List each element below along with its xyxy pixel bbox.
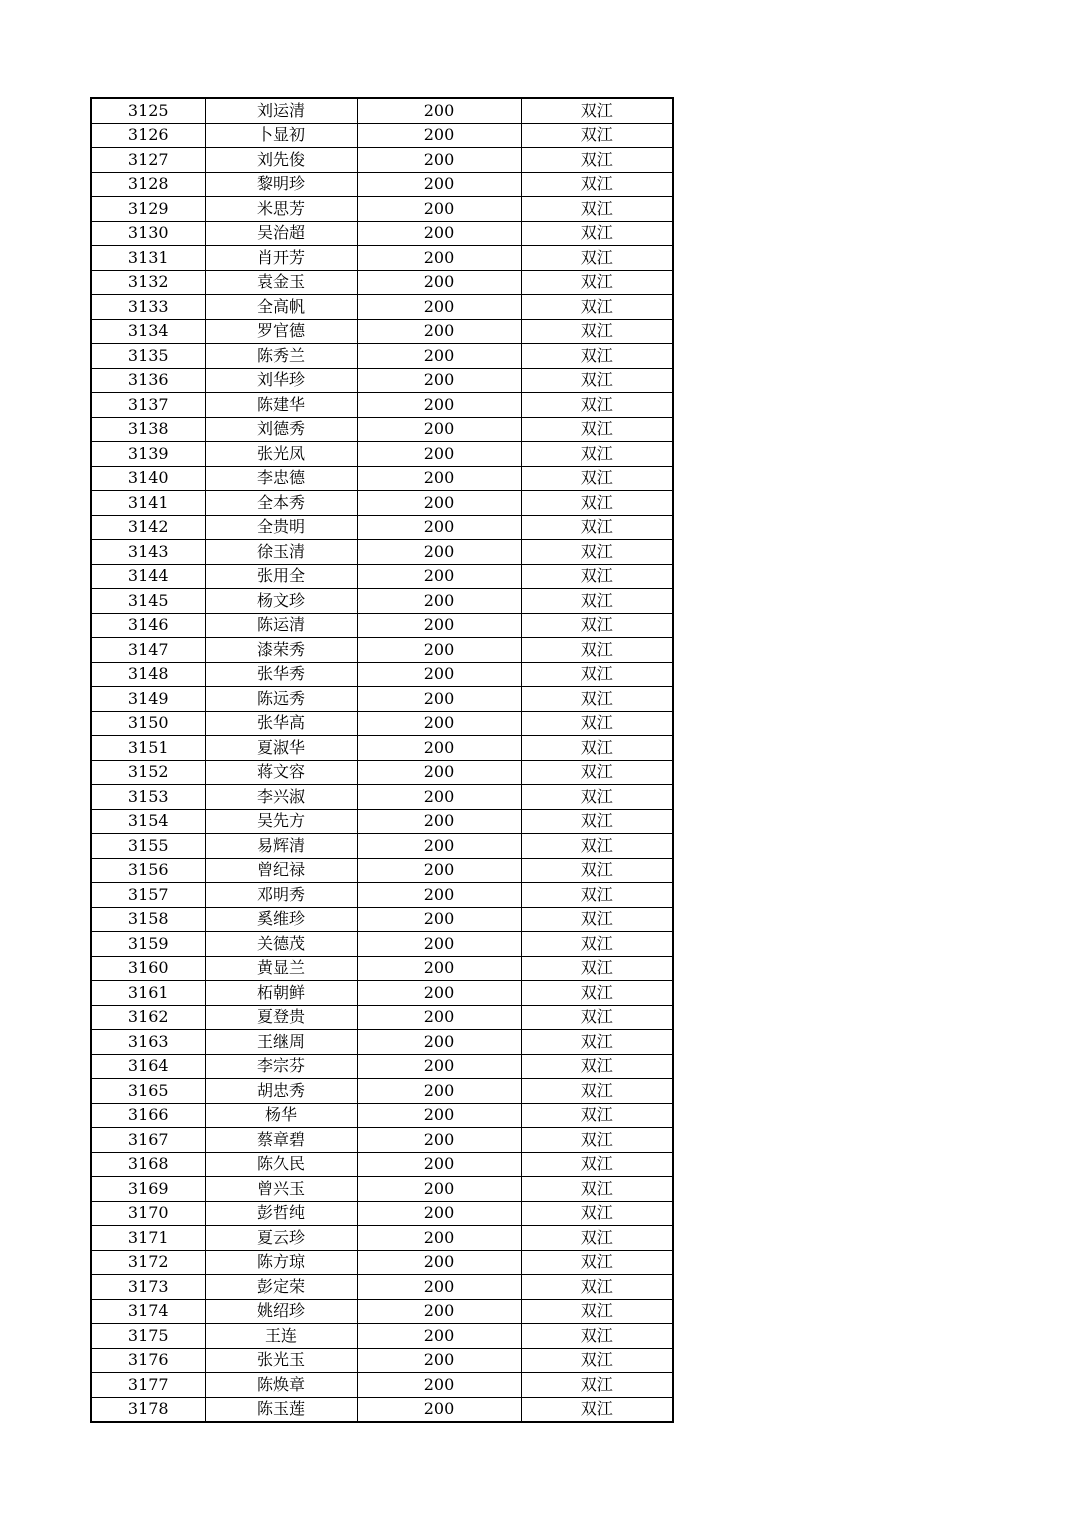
cell-number: 3134 <box>91 319 205 344</box>
cell-number: 3153 <box>91 785 205 810</box>
cell-number: 3161 <box>91 981 205 1006</box>
cell-amount: 200 <box>357 1275 521 1300</box>
cell-place: 双江 <box>521 1103 673 1128</box>
table-row <box>91 1054 673 1079</box>
cell-name: 杨华 <box>205 1103 357 1128</box>
cell-place: 双江 <box>521 736 673 761</box>
table-row <box>91 319 673 344</box>
cell-amount: 200 <box>357 1397 521 1422</box>
cell-name: 曾兴玉 <box>205 1177 357 1202</box>
cell-amount: 200 <box>357 172 521 197</box>
cell-place: 双江 <box>521 662 673 687</box>
cell-number: 3162 <box>91 1005 205 1030</box>
cell-amount: 200 <box>357 1250 521 1275</box>
table-row <box>91 466 673 491</box>
cell-amount: 200 <box>357 589 521 614</box>
cell-place: 双江 <box>521 1152 673 1177</box>
cell-name: 姚绍珍 <box>205 1299 357 1324</box>
cell-name: 王继周 <box>205 1030 357 1055</box>
cell-amount: 200 <box>357 319 521 344</box>
table-row <box>91 1201 673 1226</box>
cell-amount: 200 <box>357 1054 521 1079</box>
cell-number: 3138 <box>91 417 205 442</box>
cell-name: 刘运清 <box>205 98 357 123</box>
cell-number: 3156 <box>91 858 205 883</box>
cell-place: 双江 <box>521 197 673 222</box>
cell-name: 易辉清 <box>205 834 357 859</box>
table-row <box>91 564 673 589</box>
cell-amount: 200 <box>357 246 521 271</box>
table-row <box>91 736 673 761</box>
cell-place: 双江 <box>521 981 673 1006</box>
cell-place: 双江 <box>521 246 673 271</box>
cell-place: 双江 <box>521 515 673 540</box>
cell-amount: 200 <box>357 1299 521 1324</box>
table-row <box>91 1103 673 1128</box>
cell-place: 双江 <box>521 319 673 344</box>
cell-place: 双江 <box>521 834 673 859</box>
cell-name: 全高帆 <box>205 295 357 320</box>
table-row <box>91 1324 673 1349</box>
cell-number: 3157 <box>91 883 205 908</box>
cell-place: 双江 <box>521 1275 673 1300</box>
table-row <box>91 858 673 883</box>
cell-place: 双江 <box>521 295 673 320</box>
cell-name: 陈方琼 <box>205 1250 357 1275</box>
cell-number: 3151 <box>91 736 205 761</box>
table-row <box>91 197 673 222</box>
cell-amount: 200 <box>357 466 521 491</box>
table-row <box>91 1348 673 1373</box>
cell-place: 双江 <box>521 1079 673 1104</box>
cell-place: 双江 <box>521 270 673 295</box>
table-row <box>91 540 673 565</box>
cell-number: 3149 <box>91 687 205 712</box>
cell-amount: 200 <box>357 123 521 148</box>
cell-place: 双江 <box>521 1005 673 1030</box>
cell-number: 3168 <box>91 1152 205 1177</box>
cell-number: 3146 <box>91 613 205 638</box>
cell-name: 王连 <box>205 1324 357 1349</box>
table-row <box>91 344 673 369</box>
cell-amount: 200 <box>357 1005 521 1030</box>
table-row <box>91 1373 673 1398</box>
table-row <box>91 491 673 516</box>
cell-number: 3165 <box>91 1079 205 1104</box>
cell-number: 3148 <box>91 662 205 687</box>
table-row <box>91 1250 673 1275</box>
cell-number: 3147 <box>91 638 205 663</box>
table-row <box>91 221 673 246</box>
table-row <box>91 172 673 197</box>
table-row <box>91 613 673 638</box>
cell-place: 双江 <box>521 1397 673 1422</box>
cell-number: 3176 <box>91 1348 205 1373</box>
cell-place: 双江 <box>521 589 673 614</box>
cell-amount: 200 <box>357 858 521 883</box>
cell-place: 双江 <box>521 1054 673 1079</box>
cell-name: 夏云珍 <box>205 1226 357 1251</box>
cell-amount: 200 <box>357 368 521 393</box>
cell-amount: 200 <box>357 1324 521 1349</box>
cell-amount: 200 <box>357 197 521 222</box>
cell-number: 3133 <box>91 295 205 320</box>
table-row <box>91 1030 673 1055</box>
cell-place: 双江 <box>521 932 673 957</box>
roster-table <box>90 97 674 1423</box>
cell-amount: 200 <box>357 613 521 638</box>
cell-place: 双江 <box>521 98 673 123</box>
table-row <box>91 393 673 418</box>
cell-place: 双江 <box>521 638 673 663</box>
cell-amount: 200 <box>357 1079 521 1104</box>
table-row <box>91 907 673 932</box>
cell-number: 3171 <box>91 1226 205 1251</box>
cell-amount: 200 <box>357 711 521 736</box>
table-row <box>91 834 673 859</box>
cell-number: 3158 <box>91 907 205 932</box>
cell-place: 双江 <box>521 1177 673 1202</box>
cell-place: 双江 <box>521 1226 673 1251</box>
cell-name: 陈玉莲 <box>205 1397 357 1422</box>
cell-place: 双江 <box>521 368 673 393</box>
cell-amount: 200 <box>357 662 521 687</box>
cell-name: 夏淑华 <box>205 736 357 761</box>
cell-amount: 200 <box>357 1103 521 1128</box>
table-row <box>91 123 673 148</box>
cell-amount: 200 <box>357 834 521 859</box>
cell-number: 3177 <box>91 1373 205 1398</box>
cell-number: 3137 <box>91 393 205 418</box>
table-row <box>91 687 673 712</box>
cell-number: 3132 <box>91 270 205 295</box>
cell-amount: 200 <box>357 907 521 932</box>
cell-place: 双江 <box>521 466 673 491</box>
cell-name: 杨文珍 <box>205 589 357 614</box>
cell-number: 3135 <box>91 344 205 369</box>
table-row <box>91 270 673 295</box>
cell-place: 双江 <box>521 393 673 418</box>
cell-name: 陈焕章 <box>205 1373 357 1398</box>
cell-name: 刘先俊 <box>205 148 357 173</box>
cell-place: 双江 <box>521 564 673 589</box>
cell-place: 双江 <box>521 221 673 246</box>
cell-name: 李忠德 <box>205 466 357 491</box>
cell-place: 双江 <box>521 687 673 712</box>
cell-number: 3127 <box>91 148 205 173</box>
table-row <box>91 246 673 271</box>
cell-name: 全贵明 <box>205 515 357 540</box>
cell-place: 双江 <box>521 907 673 932</box>
cell-number: 3130 <box>91 221 205 246</box>
table-row <box>91 1128 673 1153</box>
cell-amount: 200 <box>357 809 521 834</box>
cell-name: 胡忠秀 <box>205 1079 357 1104</box>
cell-name: 邓明秀 <box>205 883 357 908</box>
cell-number: 3150 <box>91 711 205 736</box>
cell-number: 3172 <box>91 1250 205 1275</box>
cell-name: 陈远秀 <box>205 687 357 712</box>
cell-number: 3152 <box>91 760 205 785</box>
table-row <box>91 932 673 957</box>
cell-amount: 200 <box>357 760 521 785</box>
cell-amount: 200 <box>357 1348 521 1373</box>
cell-name: 曾纪禄 <box>205 858 357 883</box>
cell-place: 双江 <box>521 760 673 785</box>
cell-name: 陈运清 <box>205 613 357 638</box>
cell-place: 双江 <box>521 1128 673 1153</box>
cell-name: 吴先方 <box>205 809 357 834</box>
cell-amount: 200 <box>357 638 521 663</box>
cell-name: 黎明珍 <box>205 172 357 197</box>
cell-name: 米思芳 <box>205 197 357 222</box>
cell-number: 3129 <box>91 197 205 222</box>
cell-number: 3126 <box>91 123 205 148</box>
cell-place: 双江 <box>521 613 673 638</box>
cell-name: 张华秀 <box>205 662 357 687</box>
cell-number: 3131 <box>91 246 205 271</box>
cell-name: 蒋文容 <box>205 760 357 785</box>
cell-number: 3144 <box>91 564 205 589</box>
cell-amount: 200 <box>357 221 521 246</box>
cell-name: 陈久民 <box>205 1152 357 1177</box>
cell-name: 夏登贵 <box>205 1005 357 1030</box>
cell-amount: 200 <box>357 515 521 540</box>
cell-amount: 200 <box>357 687 521 712</box>
cell-amount: 200 <box>357 1128 521 1153</box>
cell-place: 双江 <box>521 442 673 467</box>
cell-name: 刘华珍 <box>205 368 357 393</box>
cell-name: 李兴淑 <box>205 785 357 810</box>
cell-amount: 200 <box>357 442 521 467</box>
cell-place: 双江 <box>521 1373 673 1398</box>
cell-amount: 200 <box>357 393 521 418</box>
cell-amount: 200 <box>357 564 521 589</box>
cell-number: 3174 <box>91 1299 205 1324</box>
cell-number: 3170 <box>91 1201 205 1226</box>
table-row <box>91 368 673 393</box>
table-row <box>91 295 673 320</box>
cell-place: 双江 <box>521 123 673 148</box>
cell-name: 陈建华 <box>205 393 357 418</box>
cell-amount: 200 <box>357 736 521 761</box>
table-row <box>91 662 673 687</box>
cell-amount: 200 <box>357 295 521 320</box>
cell-number: 3160 <box>91 956 205 981</box>
table-row <box>91 1275 673 1300</box>
cell-place: 双江 <box>521 711 673 736</box>
cell-number: 3128 <box>91 172 205 197</box>
cell-amount: 200 <box>357 1152 521 1177</box>
cell-place: 双江 <box>521 956 673 981</box>
cell-name: 关德茂 <box>205 932 357 957</box>
cell-name: 张光凤 <box>205 442 357 467</box>
cell-place: 双江 <box>521 491 673 516</box>
table-row <box>91 98 673 123</box>
cell-number: 3173 <box>91 1275 205 1300</box>
cell-place: 双江 <box>521 148 673 173</box>
cell-amount: 200 <box>357 883 521 908</box>
table-row <box>91 711 673 736</box>
cell-name: 袁金玉 <box>205 270 357 295</box>
cell-place: 双江 <box>521 1324 673 1349</box>
cell-amount: 200 <box>357 98 521 123</box>
table-row <box>91 417 673 442</box>
cell-amount: 200 <box>357 540 521 565</box>
table-row <box>91 515 673 540</box>
cell-name: 彭哲纯 <box>205 1201 357 1226</box>
cell-amount: 200 <box>357 344 521 369</box>
cell-place: 双江 <box>521 1030 673 1055</box>
table-row <box>91 1299 673 1324</box>
table-row <box>91 1152 673 1177</box>
cell-place: 双江 <box>521 809 673 834</box>
cell-number: 3125 <box>91 98 205 123</box>
table-row <box>91 1226 673 1251</box>
cell-place: 双江 <box>521 172 673 197</box>
cell-name: 徐玉清 <box>205 540 357 565</box>
cell-amount: 200 <box>357 1226 521 1251</box>
cell-number: 3155 <box>91 834 205 859</box>
table-row <box>91 785 673 810</box>
cell-name: 蔡章碧 <box>205 1128 357 1153</box>
table-row <box>91 760 673 785</box>
cell-number: 3166 <box>91 1103 205 1128</box>
cell-number: 3178 <box>91 1397 205 1422</box>
table-row <box>91 1079 673 1104</box>
table-row <box>91 883 673 908</box>
cell-name: 肖开芳 <box>205 246 357 271</box>
cell-number: 3154 <box>91 809 205 834</box>
table-row <box>91 1177 673 1202</box>
cell-number: 3167 <box>91 1128 205 1153</box>
cell-amount: 200 <box>357 956 521 981</box>
cell-amount: 200 <box>357 1177 521 1202</box>
cell-name: 全本秀 <box>205 491 357 516</box>
cell-amount: 200 <box>357 981 521 1006</box>
cell-name: 张用全 <box>205 564 357 589</box>
cell-number: 3142 <box>91 515 205 540</box>
cell-amount: 200 <box>357 932 521 957</box>
table-row <box>91 442 673 467</box>
table-row <box>91 638 673 663</box>
cell-amount: 200 <box>357 1201 521 1226</box>
cell-name: 柘朝鲜 <box>205 981 357 1006</box>
cell-place: 双江 <box>521 785 673 810</box>
cell-name: 罗官德 <box>205 319 357 344</box>
cell-number: 3145 <box>91 589 205 614</box>
cell-name: 陈秀兰 <box>205 344 357 369</box>
cell-place: 双江 <box>521 417 673 442</box>
cell-place: 双江 <box>521 858 673 883</box>
table-row <box>91 1397 673 1422</box>
cell-amount: 200 <box>357 148 521 173</box>
table-row <box>91 589 673 614</box>
cell-amount: 200 <box>357 491 521 516</box>
roster-table-body <box>91 98 673 1422</box>
table-row <box>91 809 673 834</box>
cell-place: 双江 <box>521 540 673 565</box>
table-row <box>91 1005 673 1030</box>
cell-number: 3175 <box>91 1324 205 1349</box>
cell-amount: 200 <box>357 1030 521 1055</box>
cell-name: 吴治超 <box>205 221 357 246</box>
cell-number: 3164 <box>91 1054 205 1079</box>
cell-number: 3140 <box>91 466 205 491</box>
cell-name: 张光玉 <box>205 1348 357 1373</box>
cell-number: 3136 <box>91 368 205 393</box>
cell-name: 黄显兰 <box>205 956 357 981</box>
table-row <box>91 148 673 173</box>
cell-number: 3169 <box>91 1177 205 1202</box>
cell-place: 双江 <box>521 1348 673 1373</box>
cell-number: 3159 <box>91 932 205 957</box>
cell-amount: 200 <box>357 270 521 295</box>
cell-amount: 200 <box>357 785 521 810</box>
cell-name: 彭定荣 <box>205 1275 357 1300</box>
cell-number: 3143 <box>91 540 205 565</box>
cell-number: 3163 <box>91 1030 205 1055</box>
cell-name: 漆荣秀 <box>205 638 357 663</box>
cell-amount: 200 <box>357 1373 521 1398</box>
cell-number: 3141 <box>91 491 205 516</box>
table-row <box>91 981 673 1006</box>
cell-place: 双江 <box>521 1201 673 1226</box>
table-row <box>91 956 673 981</box>
cell-number: 3139 <box>91 442 205 467</box>
cell-place: 双江 <box>521 883 673 908</box>
cell-name: 卜显初 <box>205 123 357 148</box>
cell-name: 刘德秀 <box>205 417 357 442</box>
cell-name: 张华高 <box>205 711 357 736</box>
cell-amount: 200 <box>357 417 521 442</box>
cell-name: 奚维珍 <box>205 907 357 932</box>
cell-name: 李宗芬 <box>205 1054 357 1079</box>
cell-place: 双江 <box>521 1299 673 1324</box>
cell-place: 双江 <box>521 1250 673 1275</box>
cell-place: 双江 <box>521 344 673 369</box>
